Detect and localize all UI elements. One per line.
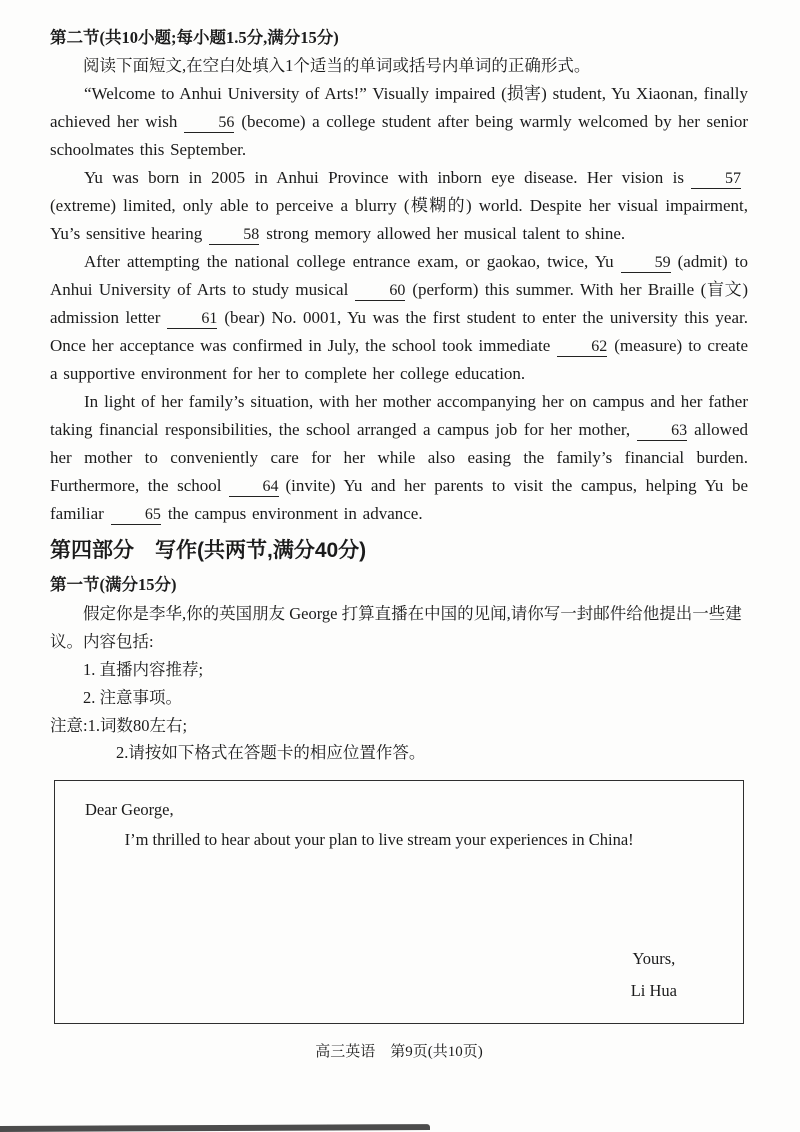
blank-57: 57 [691, 169, 741, 189]
blank-64: 64 [229, 477, 279, 497]
part4-section1-heading: 第一节(满分15分) [50, 575, 177, 594]
blank-62: 62 [557, 337, 607, 357]
paragraph-text: After attempting the national college entrance exam, or gaokao, twice, Yu [84, 252, 614, 271]
letter-opening-line: I’m thrilled to hear about your plan to live stream your experiences in China! [124, 830, 634, 849]
blank-65: 65 [111, 505, 161, 525]
letter-signature-area [631, 943, 677, 1007]
cloze-paragraph-4 [50, 388, 748, 528]
paragraph-text: “Welcome to Anhui University of Arts!” Visually impaired (损害) student, Yu Xiaonan, finally achieved her wish [50, 84, 748, 131]
paragraph-text: (admit) to Anhui University of Arts to study musical [50, 252, 748, 299]
paragraph-text: (become) a college student after being warmly welcomed by her senior schoolmates this September. [50, 112, 748, 159]
paragraph-text: (perform) this summer. With her Braille (盲文) admission letter [50, 280, 748, 327]
cloze-paragraph-3 [50, 248, 748, 388]
section2-header: 第二节(共10小题;每小题1.5分,满分15分) [50, 28, 339, 47]
paragraph-text: strong memory allowed her musical talent to shine. [266, 224, 626, 243]
paragraph-text: (measure) to create a supportive environment for her to complete her college education. [50, 336, 748, 383]
cloze-paragraph-1 [50, 80, 748, 164]
part4-heading: 第四部分 写作(共两节,满分40分) [50, 539, 367, 562]
blank-61: 61 [167, 309, 217, 329]
letter-signature: Li Hua [630, 981, 677, 1000]
blank-58: 58 [209, 225, 259, 245]
writing-point-1: 1. 直播内容推荐; [83, 660, 204, 679]
writing-note-2: 2.请按如下格式在答题卡的相应位置作答。 [116, 743, 426, 762]
section2-instruction: 阅读下面短文,在空白处填入1个适当的单词或括号内单词的正确形式。 [83, 56, 591, 75]
blank-59: 59 [621, 253, 671, 273]
paragraph-text: In light of her family’s situation, with her mother accompanying her on campus and her father taking financial responsibilities, the school arranged a campus job for her mother, [50, 392, 748, 439]
paragraph-text: the campus environment in advance. [167, 504, 423, 523]
letter-closing: Yours, [632, 949, 676, 968]
paragraph-text: (invite) Yu and her parents to visit the campus, helping Yu be familiar [50, 476, 748, 523]
writing-note-1: 注意:1.词数80左右; [50, 716, 188, 735]
blank-60: 60 [355, 281, 405, 301]
paragraph-text: (extreme) limited, only able to perceive a blurry (模糊的) world. Despite her visual impairment, Yu’s sensitive hearing [50, 196, 748, 243]
writing-prompt: 假定你是李华,你的英国朋友 George 打算直播在中国的见闻,请你写一封邮件给他提出一些建议。内容包括: [50, 604, 742, 651]
blank-56: 56 [184, 113, 234, 133]
paragraph-text: allowed her mother to conveniently care for her while also easing the family’s financial burden. Furthermore, the school [50, 420, 748, 495]
writing-point-2: 2. 注意事项。 [83, 688, 182, 707]
letter-salutation: Dear George, [85, 800, 174, 819]
paragraph-text: (bear) No. 0001, Yu was the first student to enter the university this year. Once her acceptance was confirmed in July, the school took immediate [50, 308, 748, 355]
page-footer: 高三英语 第9页(共10页) [315, 1044, 483, 1060]
paragraph-text: Yu was born in 2005 in Anhui Province with inborn eye disease. Her vision is [84, 168, 684, 187]
cloze-paragraph-2 [50, 164, 748, 248]
answer-format-box [54, 780, 744, 1024]
blank-63: 63 [637, 421, 687, 441]
